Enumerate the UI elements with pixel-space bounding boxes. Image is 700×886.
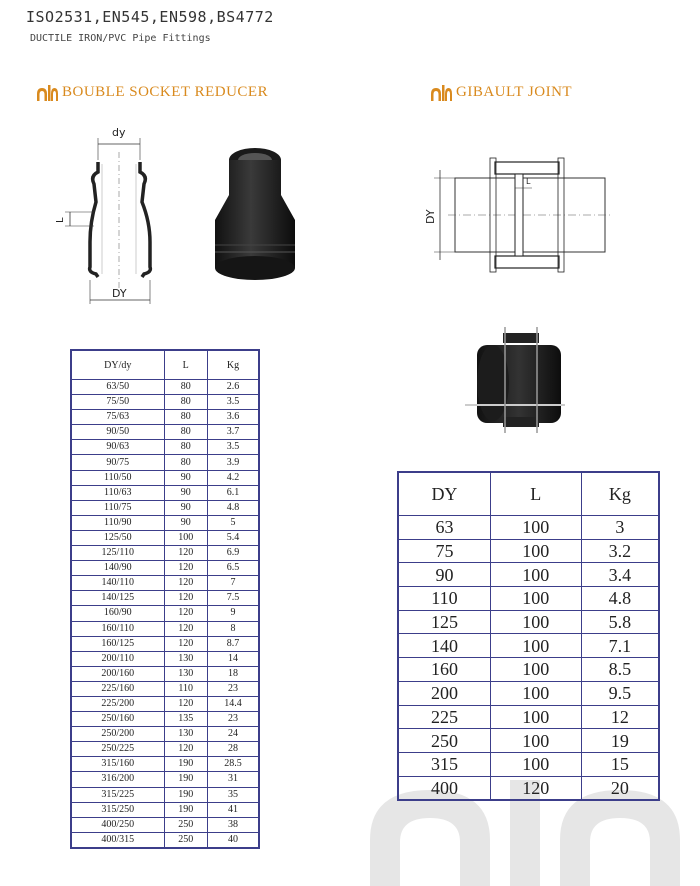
table-cell: 20 [581, 776, 659, 800]
table-cell: 80 [164, 455, 207, 470]
table-cell: 250 [164, 832, 207, 848]
table-cell: 90 [164, 515, 207, 530]
table-row [71, 455, 259, 470]
product-subtitle: DUCTILE IRON/PVC Pipe Fittings [30, 33, 211, 44]
table-cell: 100 [490, 610, 581, 634]
table-cell: 160/110 [71, 621, 164, 636]
table-cell: 3.2 [581, 539, 659, 563]
table-cell: 80 [164, 380, 207, 395]
table-cell: 40 [207, 832, 259, 848]
table-cell: 125 [398, 610, 490, 634]
table-cell: 250/200 [71, 727, 164, 742]
table-cell: 250 [164, 817, 207, 832]
table-cell: 63/50 [71, 380, 164, 395]
table-row [71, 787, 259, 802]
gibault-l-label: L [526, 177, 531, 186]
table-cell: 400/315 [71, 832, 164, 848]
table-cell: 120 [164, 576, 207, 591]
table-cell: 190 [164, 802, 207, 817]
table-cell: 125/50 [71, 530, 164, 545]
table-cell: 28 [207, 742, 259, 757]
table-cell: 190 [164, 772, 207, 787]
table-cell: 80 [164, 395, 207, 410]
table-cell: 31 [207, 772, 259, 787]
table-row [71, 410, 259, 425]
table-row [71, 576, 259, 591]
table-cell: 120 [164, 591, 207, 606]
table-cell: 8.7 [207, 636, 259, 651]
table-row [71, 395, 259, 410]
table-cell: 7.1 [581, 634, 659, 658]
reducer-drawing [50, 122, 170, 307]
table-cell: 100 [490, 563, 581, 587]
table-row [71, 500, 259, 515]
column-header: Kg [207, 350, 259, 380]
table-cell: 140 [398, 634, 490, 658]
table-cell: 140/110 [71, 576, 164, 591]
table-header-row [71, 350, 259, 380]
table-cell: 75/63 [71, 410, 164, 425]
table-cell: 3.5 [207, 440, 259, 455]
gibault-table [397, 471, 660, 801]
table-cell: 140/125 [71, 591, 164, 606]
reducer-table [70, 349, 260, 849]
table-cell: 90/50 [71, 425, 164, 440]
table-row [71, 651, 259, 666]
standards-heading: ISO2531,EN545,EN598,BS4772 [26, 8, 274, 26]
table-row [398, 658, 659, 682]
table-cell: 100 [490, 752, 581, 776]
table-cell: 6.5 [207, 561, 259, 576]
table-cell: 75/50 [71, 395, 164, 410]
table-cell: 120 [164, 636, 207, 651]
table-cell: 28.5 [207, 757, 259, 772]
table-cell: 125/110 [71, 546, 164, 561]
table-row [71, 485, 259, 500]
table-cell: 120 [164, 696, 207, 711]
table-cell: 3.5 [207, 395, 259, 410]
table-cell: 160/125 [71, 636, 164, 651]
table-cell: 100 [490, 705, 581, 729]
table-cell: 100 [490, 681, 581, 705]
table-cell: 35 [207, 787, 259, 802]
table-cell: 19 [581, 729, 659, 753]
table-row [71, 425, 259, 440]
table-row [71, 802, 259, 817]
table-cell: 80 [164, 425, 207, 440]
section-title-gibault [430, 84, 572, 101]
table-cell: 130 [164, 727, 207, 742]
table-row [71, 772, 259, 787]
table-cell: 135 [164, 712, 207, 727]
table-cell: 315/250 [71, 802, 164, 817]
table-cell: 4.8 [581, 587, 659, 611]
table-cell: 120 [164, 606, 207, 621]
brand-logo-icon [36, 85, 58, 101]
table-row [71, 591, 259, 606]
table-cell: 12 [581, 705, 659, 729]
table-header-row [398, 472, 659, 516]
column-header: L [164, 350, 207, 380]
table-cell: 90/63 [71, 440, 164, 455]
table-row [71, 817, 259, 832]
table-cell: 14 [207, 651, 259, 666]
table-cell: 100 [490, 516, 581, 540]
table-cell: 120 [164, 742, 207, 757]
table-cell: 100 [490, 539, 581, 563]
table-cell: 120 [490, 776, 581, 800]
table-row [398, 752, 659, 776]
table-cell: 315/160 [71, 757, 164, 772]
table-cell: 225/160 [71, 681, 164, 696]
table-row [71, 636, 259, 651]
reducer-dy-label: dy [112, 126, 126, 139]
reducer-l-label: L [55, 217, 66, 223]
table-row [398, 681, 659, 705]
table-cell: 250/160 [71, 712, 164, 727]
table-cell: 6.1 [207, 485, 259, 500]
table-row [71, 621, 259, 636]
table-row [398, 587, 659, 611]
table-row [71, 380, 259, 395]
table-cell: 15 [581, 752, 659, 776]
column-header: Kg [581, 472, 659, 516]
table-row [71, 606, 259, 621]
table-cell: 41 [207, 802, 259, 817]
table-cell: 120 [164, 621, 207, 636]
table-cell: 130 [164, 666, 207, 681]
table-cell: 9 [207, 606, 259, 621]
table-row [71, 757, 259, 772]
table-cell: 100 [490, 658, 581, 682]
table-cell: 8.5 [581, 658, 659, 682]
table-cell: 80 [164, 440, 207, 455]
table-cell: 3 [581, 516, 659, 540]
table-cell: 110 [398, 587, 490, 611]
table-cell: 24 [207, 727, 259, 742]
table-cell: 225/200 [71, 696, 164, 711]
table-cell: 400/250 [71, 817, 164, 832]
table-cell: 400 [398, 776, 490, 800]
table-row [71, 681, 259, 696]
gibault-photo [455, 325, 575, 435]
gibault-dy-label: DY [424, 209, 437, 224]
table-cell: 110/75 [71, 500, 164, 515]
table-cell: 9.5 [581, 681, 659, 705]
table-cell: 5.8 [581, 610, 659, 634]
table-row [398, 776, 659, 800]
table-cell: 120 [164, 561, 207, 576]
table-cell: 160 [398, 658, 490, 682]
table-cell: 190 [164, 757, 207, 772]
table-cell: 110/63 [71, 485, 164, 500]
table-cell: 315 [398, 752, 490, 776]
table-row [71, 666, 259, 681]
table-cell: 160/90 [71, 606, 164, 621]
table-row [71, 470, 259, 485]
section-title-text: GIBAULT JOINT [456, 84, 573, 100]
table-cell: 190 [164, 787, 207, 802]
table-cell: 7 [207, 576, 259, 591]
table-cell: 80 [164, 410, 207, 425]
table-cell: 3.9 [207, 455, 259, 470]
table-cell: 5.4 [207, 530, 259, 545]
table-row [398, 705, 659, 729]
table-cell: 90 [164, 470, 207, 485]
reducer-DY-label: DY [112, 287, 127, 300]
table-cell: 23 [207, 712, 259, 727]
table-row [71, 561, 259, 576]
table-cell: 250 [398, 729, 490, 753]
section-title-reducer [36, 84, 268, 101]
table-row [398, 729, 659, 753]
column-header: L [490, 472, 581, 516]
table-row [398, 610, 659, 634]
table-cell: 200/110 [71, 651, 164, 666]
table-row [71, 832, 259, 848]
table-row [398, 539, 659, 563]
table-row [71, 440, 259, 455]
reducer-photo [205, 140, 305, 290]
table-cell: 130 [164, 651, 207, 666]
table-cell: 315/225 [71, 787, 164, 802]
gibault-drawing [420, 150, 610, 280]
table-cell: 14.4 [207, 696, 259, 711]
table-row [71, 712, 259, 727]
table-cell: 3.4 [581, 563, 659, 587]
table-cell: 3.6 [207, 410, 259, 425]
table-cell: 90 [398, 563, 490, 587]
table-row [71, 515, 259, 530]
table-cell: 110 [164, 681, 207, 696]
brand-logo-icon [430, 85, 452, 101]
table-cell: 225 [398, 705, 490, 729]
table-cell: 75 [398, 539, 490, 563]
column-header: DY [398, 472, 490, 516]
table-cell: 2.6 [207, 380, 259, 395]
section-title-text: BOUBLE SOCKET REDUCER [62, 84, 269, 100]
table-cell: 110/90 [71, 515, 164, 530]
table-row [71, 696, 259, 711]
table-cell: 23 [207, 681, 259, 696]
table-cell: 100 [490, 634, 581, 658]
table-cell: 90 [164, 485, 207, 500]
table-cell: 100 [490, 587, 581, 611]
table-cell: 100 [164, 530, 207, 545]
table-cell: 3.7 [207, 425, 259, 440]
table-row [398, 563, 659, 587]
table-cell: 250/225 [71, 742, 164, 757]
table-cell: 5 [207, 515, 259, 530]
table-cell: 6.9 [207, 546, 259, 561]
table-cell: 140/90 [71, 561, 164, 576]
table-row [398, 634, 659, 658]
table-row [71, 530, 259, 545]
table-cell: 18 [207, 666, 259, 681]
table-row [71, 742, 259, 757]
table-cell: 100 [490, 729, 581, 753]
table-row [398, 516, 659, 540]
table-row [71, 727, 259, 742]
column-header: DY/dy [71, 350, 164, 380]
table-cell: 120 [164, 546, 207, 561]
table-cell: 110/50 [71, 470, 164, 485]
table-cell: 63 [398, 516, 490, 540]
table-row [71, 546, 259, 561]
table-cell: 4.2 [207, 470, 259, 485]
table-cell: 8 [207, 621, 259, 636]
table-cell: 316/200 [71, 772, 164, 787]
table-cell: 4.8 [207, 500, 259, 515]
table-cell: 7.5 [207, 591, 259, 606]
table-cell: 90 [164, 500, 207, 515]
table-cell: 200/160 [71, 666, 164, 681]
table-cell: 90/75 [71, 455, 164, 470]
table-cell: 38 [207, 817, 259, 832]
table-cell: 200 [398, 681, 490, 705]
